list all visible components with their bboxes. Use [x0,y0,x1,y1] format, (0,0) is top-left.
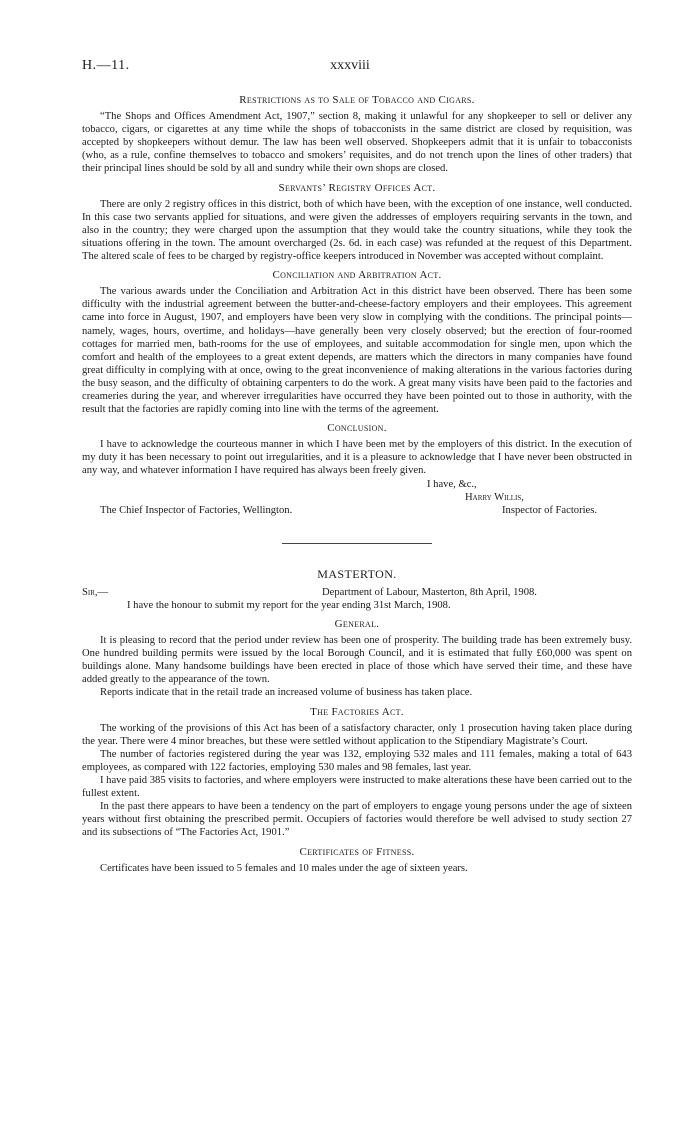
page-body [82,88,632,875]
dateline: Department of Labour, Masterton, 8th April, 1908. [322,586,537,598]
paragraph: Reports indicate that in the retail trade an increased volume of business has taken place. [100,687,473,699]
paragraph: I have paid 385 visits to factories, and where employers were instructed to make alterations these have been carried out to the fullest extent. [82,775,632,800]
section-heading-conciliation: Conciliation and Arbitration Act. [272,269,442,282]
district-title: MASTERTON. [317,566,397,581]
section-heading-general: General. [334,618,380,630]
paragraph: There are only 2 registry offices in this district, both of which have been, with the exception of one instance, well conducted. In this case two servants applied for situations, and were given the addresses of employers requiring servants in the town, and also in the country; they were charged upon the assumption that they would take the country situations, while they took the situations offering in the town. The amount overcharged (2s. 6d. in each case) was refunded at the request of this Department. The altered scale of fees to be charged by registry-office keepers introduced in November was accepted without complaint. [82,198,632,263]
addressee: The Chief Inspector of Factories, Wellington. [100,504,293,516]
salutation: Sir,— [82,586,109,598]
signer-name: Harry Willis, [465,491,524,503]
paragraph: In the past there appears to have been a tendency on the part of employers to engage young persons under the age of sixteen years without first obtaining the prescribed permit. Occupiers of factories would therefore be well advised to study section 27 and its subsections of “The Factories Act, 1901.” [82,801,632,839]
section-heading-factories: The Factories Act. [310,705,404,718]
section-divider [282,543,432,544]
page-number: xxxviii [330,58,370,73]
signer-title: Inspector of Factories. [502,504,598,516]
salutation-row [82,586,632,599]
signer-row [82,491,632,504]
paragraph: I have to acknowledge the courteous manner in which I have been met by the employers of this district. In the execution of my duty it has been necessary to point out irregularities, and it is a pleasure to acknowledge that I have never been obstructed in any way, and whatever information I have required has always been freely given. [82,439,632,477]
closing-phrase: I have, &c., [427,478,477,490]
section-heading-conclusion: Conclusion. [327,422,387,435]
closing-row [82,478,632,491]
paragraph: Certificates have been issued to 5 females and 10 males under the age of sixteen years. [100,862,468,874]
addressee-row [82,504,632,517]
paragraph: The number of factories registered during the year was 132, employing 532 males and 111 females, making a total of 643 employees, as compared with 122 factories, employing 530 males and 98 females, last year. [82,748,632,773]
section-heading-certificates: Certificates of Fitness. [299,845,415,858]
page-reference: H.—11. [82,58,130,73]
paragraph: It is pleasing to record that the period under review has been one of prosperity. The building trade has been extremely busy. One hundred building permits were issued by the local Borough Council, and it is estimated that fully £60,000 was spent on buildings alone. Many handsome buildings have been erected in place of those which have served their time, and these have added greatly to the appearance of the town. [82,635,632,686]
section-heading-registry: Servants’ Registry Offices Act. [278,181,436,194]
section-heading-tobacco: Restrictions as to Sale of Tobacco and Cigars. [239,94,475,106]
intro-paragraph: I have the honour to submit my report for the year ending 31st March, 1908. [127,599,451,611]
paragraph: “The Shops and Offices Amendment Act, 1907,” section 8, making it unlawful for any shopkeeper to sell or deliver any tobacco, cigars, or cigarettes at any time while the shops of tobacconists in the same district are closed by requisition, was accepted by shopkeepers without demur. The law has been well observed. Shopkeepers admit that it is unfair to tobacconists (who, as a rule, confine themselves to tobacco and smokers’ requisites, and do not trench upon the lines of other traders) that their principal lines should be sold by all and sundry while their own shops are closed. [82,111,632,175]
paragraph: The working of the provisions of this Act has been of a satisfactory character, only 1 prosecution having taken place during the year. There were 4 minor breaches, but these were settled without application to the Stipendiary Magistrate’s Court. [82,722,632,747]
paragraph: The various awards under the Conciliation and Arbitration Act in this district have been observed. There has been some difficulty with the industrial agreement between the butter-and-cheese-factory employers and their employees. This agreement came into force in August, 1907, and employers have been very slow in complying with the conditions. The principal points—namely, wages, hours, overtime, and holidays—have generally been very closely observed; but the erection of four-roomed cottages for married men, bath-rooms for the use of employees, and suitable accommodation for single men, upon which the comfort and health of the employees to a great extent depends, are matters which the directors in many companies have found great difficulty in complying with at once, owing to the great inconvenience of making alterations in the various factories during the busy season, and the difficulty of obtaining carpenters to do the work. A great many visits have been paid to the factories and creameries during the year, and wherever irregularities have occurred they have been pointed out to those in authority, with the result that the factories are rapidly coming into line with the terms of the agreement. [82,286,632,416]
